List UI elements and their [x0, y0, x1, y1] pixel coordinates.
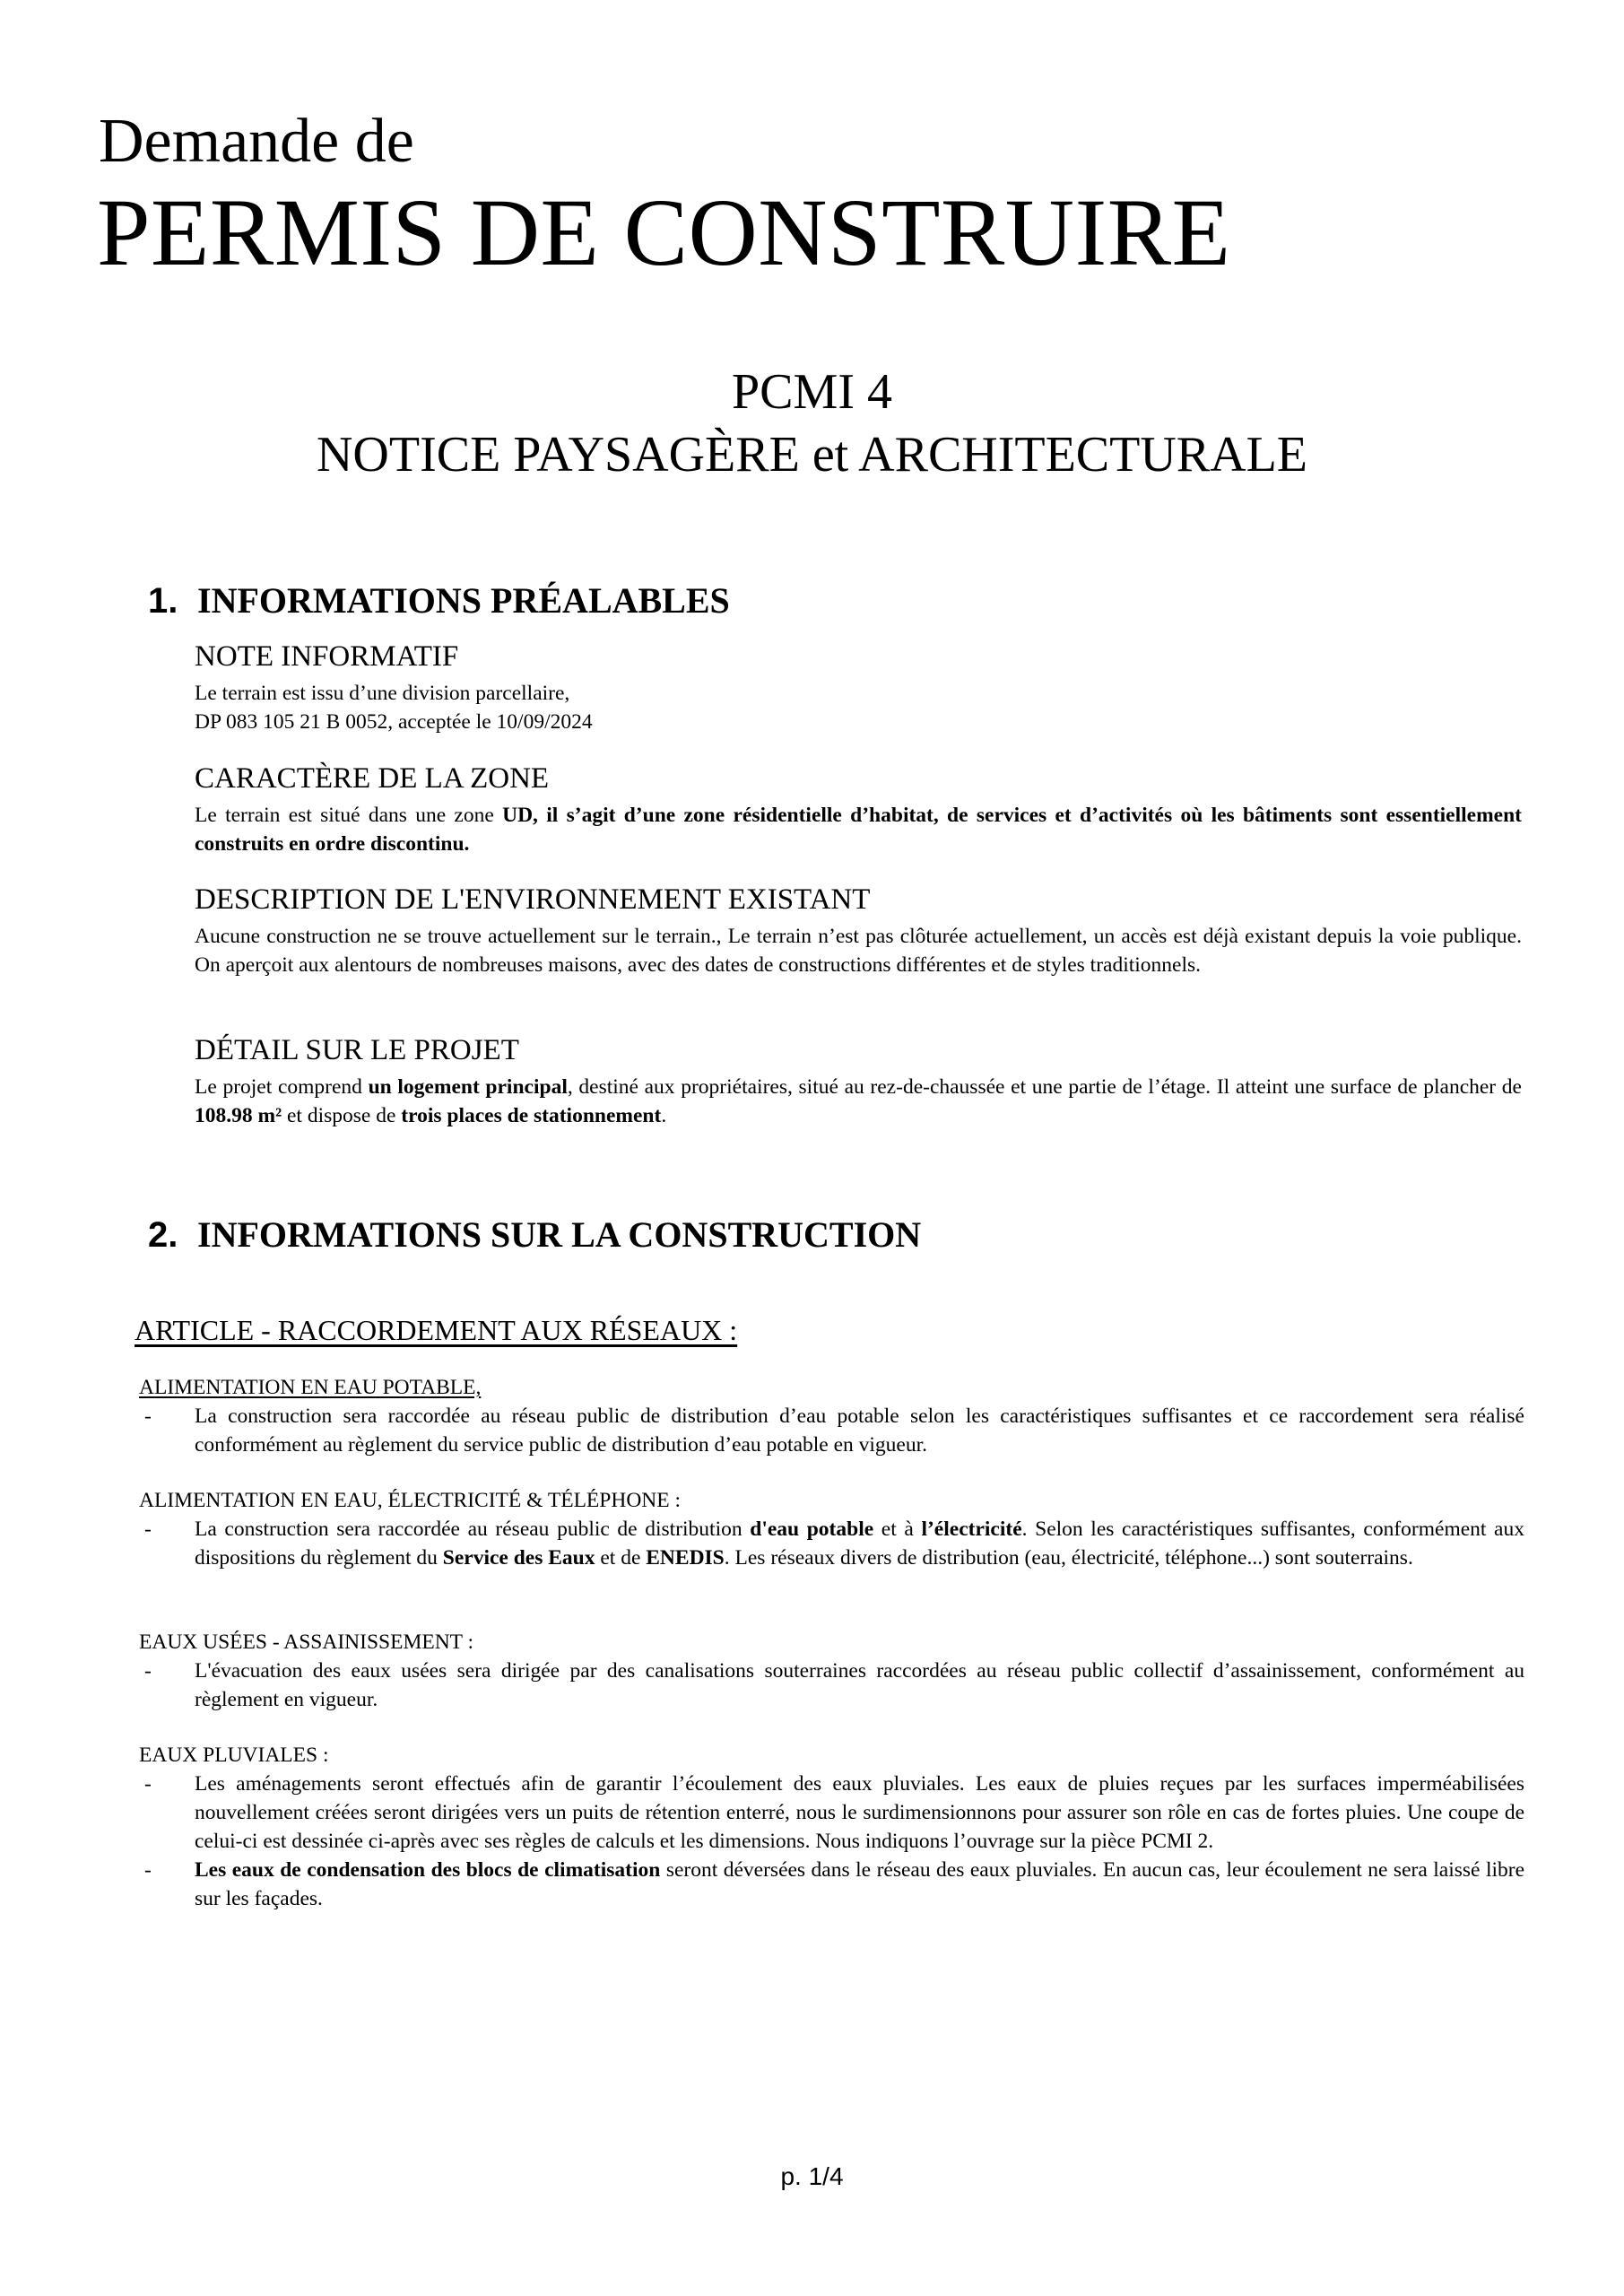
document-subtitle: NOTICE PAYSAGÈRE et ARCHITECTURALE [316, 427, 1307, 483]
bullet-dash: - [144, 1405, 152, 1428]
title-line-2: PERMIS DE CONSTRUIRE [97, 180, 1231, 286]
zone-title: CARACTÈRE DE LA ZONE [195, 762, 550, 795]
list-item [139, 1856, 1524, 1913]
page-number: p. 1/4 [780, 2162, 844, 2190]
bullet-dash: - [144, 1659, 152, 1683]
section-1-heading [148, 580, 730, 622]
environnement-text: Aucune construction ne se trouve actuellement sur le terrain., Le terrain n’est pas clôturée actuellement, un accès est déjà existant depuis la voie publique. On aperçoit aux alentours de nombreuses maisons, avec des dates de constructions différentes et de styles traditionnels. [195, 925, 1522, 977]
zone-block [195, 761, 1522, 858]
section-2-number: 2. [148, 1215, 178, 1255]
eau-elec-tel-title: ALIMENTATION EN EAU, ÉLECTRICITÉ & TÉLÉPHONE : [139, 1489, 682, 1512]
environnement-block [195, 883, 1522, 979]
list-item [139, 1515, 1524, 1572]
eaux-pluviales-text-2: Les eaux de condensation des blocs de climatisation seront déversées dans le réseau des eaux pluviales. En aucun cas, leur écoulement ne sera laissé libre sur les façades. [195, 1858, 1525, 1910]
eaux-pluviales-text-1: Les aménagements seront effectués afin de garantir l’écoulement des eaux pluviales. Les eaux de pluies reçues par les surfaces imperméabilisées nouvellement créées seront dirigées vers un puits de rétention enterré, nous le surdimensionnons pour assurer son rôle en cas de fortes pluies. Une coupe de celui-ci est dessinée ci-après avec ses règles de calculs et les dimensions. Nous indiquons l’ouvrage sur la pièce PCMI 2. [195, 1772, 1524, 1853]
eau-potable-title: ALIMENTATION EN EAU POTABLE, [139, 1376, 482, 1399]
eaux-usees-block [139, 1628, 1524, 1714]
section-2-title: INFORMATIONS SUR LA CONSTRUCTION [197, 1214, 922, 1255]
eaux-pluviales-block [139, 1741, 1524, 1913]
eau-potable-block [139, 1373, 1524, 1459]
document-code: PCMI 4 [732, 364, 892, 420]
note-informatif-line-1: Le terrain est issu d’une division parcellaire, [195, 682, 570, 705]
eau-potable-text: La construction sera raccordée au réseau public de distribution d’eau potable selon les caractéristiques suffisantes et ce raccordement sera réalisé conformément au règlement du service public de distribution d’eau potable en vigueur. [195, 1405, 1524, 1457]
eau-elec-tel-text: La construction sera raccordée au réseau public de distribution d'eau potable et à l’électricité. Selon les caractéristiques suffisantes, conformément aux dispositions du règlement du Service des Eaux et de ENEDIS. Les réseaux divers de distribution (eau, électricité, téléphone...) sont souterrains. [195, 1518, 1524, 1570]
eaux-usees-title: EAUX USÉES - ASSAINISSEMENT : [139, 1631, 473, 1654]
eaux-pluviales-title: EAUX PLUVIALES : [139, 1744, 329, 1767]
list-item [139, 1402, 1524, 1459]
projet-text: Le projet comprend un logement principal, destiné aux propriétaires, situé au rez-de-chaussée et une partie de l’étage. Il atteint une surface de plancher de 108.98 m² et dispose de trois places de stationnement. [195, 1075, 1522, 1127]
eaux-usees-text: L'évacuation des eaux usées sera dirigée par des canalisations souterraines raccordées au réseau public collectif d’assainissement, conformément au règlement en vigueur. [195, 1659, 1524, 1711]
note-informatif-line-2: DP 083 105 21 B 0052, acceptée le 10/09/2024 [195, 710, 593, 734]
eau-elec-tel-block [139, 1486, 1524, 1572]
note-informatif-title: NOTE INFORMATIF [195, 640, 459, 673]
projet-block [195, 1033, 1522, 1130]
list-item [139, 1770, 1524, 1856]
bullet-dash: - [144, 1858, 152, 1882]
environnement-title: DESCRIPTION DE L'ENVIRONNEMENT EXISTANT [195, 883, 871, 916]
section-1-number: 1. [148, 581, 178, 621]
article-title: ARTICLE - RACCORDEMENT AUX RÉSEAUX : [135, 1314, 738, 1346]
projet-title: DÉTAIL SUR LE PROJET [195, 1034, 519, 1066]
title-line-1: Demande de [99, 107, 414, 176]
section-2-heading [148, 1214, 921, 1256]
bullet-dash: - [144, 1772, 152, 1796]
list-item [139, 1657, 1524, 1714]
zone-text: Le terrain est situé dans une zone UD, il s’agit d’une zone résidentielle d’habitat, de services et d’activités où les bâtiments sont essentiellement construits en ordre discontinu. [195, 804, 1522, 856]
note-informatif-block [195, 639, 1522, 736]
section-1-title: INFORMATIONS PRÉALABLES [197, 580, 730, 621]
bullet-dash: - [144, 1518, 152, 1541]
